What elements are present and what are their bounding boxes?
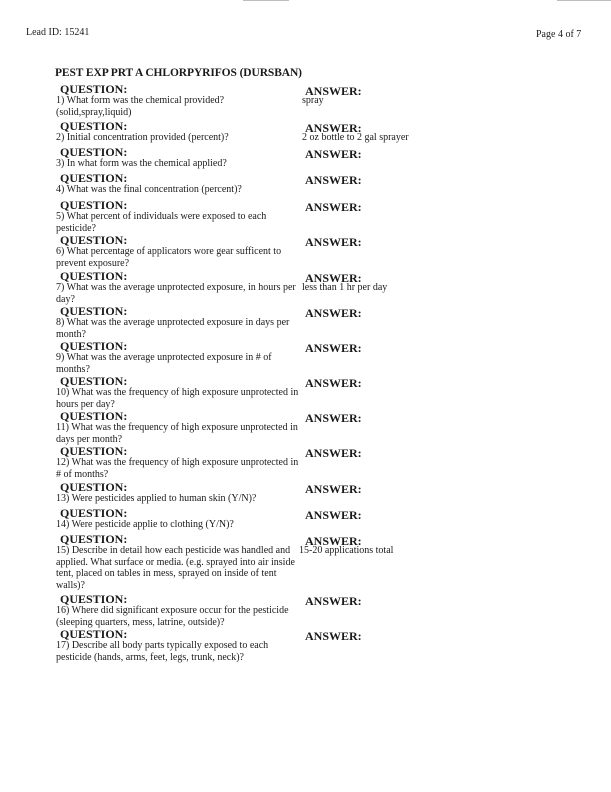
question-label: QUESTION: [60,480,128,494]
answer-label: ANSWER: [305,121,362,135]
question-label: QUESTION: [60,374,128,388]
answer-label: ANSWER: [305,84,362,98]
answer-label: ANSWER: [305,534,362,548]
answer-label: ANSWER: [305,173,362,187]
question-text: 11) What was the frequency of high exposure unprotected in days per month? [56,422,298,445]
answer-label: ANSWER: [305,594,362,608]
answer-label: ANSWER: [305,629,362,643]
question-label: QUESTION: [60,171,128,185]
question-label: QUESTION: [60,233,128,247]
question-label: QUESTION: [60,145,128,159]
question-label: QUESTION: [60,119,128,133]
answer-label: ANSWER: [305,411,362,425]
question-label: QUESTION: [60,269,128,283]
answer-text: spray [302,95,324,106]
question-text: 5) What percent of individuals were exposed to each pesticide? [56,211,267,234]
question-text: 7) What was the average unprotected exposure, in hours per day? [56,282,296,305]
answer-label: ANSWER: [305,508,362,522]
answer-label: ANSWER: [305,147,362,161]
answer-text: less than 1 hr per day [302,282,388,293]
answer-label: ANSWER: [305,341,362,355]
answer-label: ANSWER: [305,482,362,496]
answer-label: ANSWER: [305,200,362,214]
answer-text: 2 oz bottle to 2 gal sprayer [302,132,409,143]
scan-artifact-line [243,0,289,1]
question-label: QUESTION: [60,304,128,318]
answer-label: ANSWER: [305,306,362,320]
form-title: PEST EXP PRT A CHLORPYRIFOS (DURSBAN) [55,67,302,79]
question-text: 2) Initial concentration provided (percent)? [56,132,229,143]
question-text: 10) What was the frequency of high exposure unprotected in hours per day? [56,387,299,410]
question-text: 12) What was the frequency of high exposure unprotected in # of months? [56,457,299,480]
answer-label: ANSWER: [305,235,362,249]
question-label: QUESTION: [60,198,128,212]
question-text: 8) What was the average unprotected exposure in days per month? [56,317,290,340]
question-label: QUESTION: [60,409,128,423]
question-text: 6) What percentage of applicators wore gear sufficent to prevent exposure? [56,246,282,269]
question-text: 3) In what form was the chemical applied? [56,158,227,169]
answer-text: 15-20 applications total [299,545,394,556]
question-text: 9) What was the average unprotected exposure in # of months? [56,352,272,375]
answer-label: ANSWER: [305,446,362,460]
question-text: 14) Were pesticide applie to clothing (Y/N)? [56,519,234,530]
question-text: 16) Where did significant exposure occur for the pesticide (sleeping quarters, mess, latrine, outside)? [56,605,289,628]
answer-label: ANSWER: [305,271,362,285]
question-text: 1) What form was the chemical provided?(solid,spray,liquid) [56,95,225,118]
question-label: QUESTION: [60,339,128,353]
answer-label: ANSWER: [305,376,362,390]
question-label: QUESTION: [60,444,128,458]
question-label: QUESTION: [60,532,128,546]
question-label: QUESTION: [60,592,128,606]
question-text: 17) Describe all body parts typically exposed to each pesticide (hands, arms, feet, legs, trunk, neck)? [56,640,269,663]
question-label: QUESTION: [60,506,128,520]
question-text: 13) Were pesticides applied to human skin (Y/N)? [56,493,257,504]
question-label: QUESTION: [60,627,128,641]
scan-artifact-line [557,0,611,1]
question-text: 15) Describe in detail how each pesticide was handled and applied. What surface or media. (e.g. sprayed into air inside tent, placed on tables in mess, sprayed on inside of tent walls)? [56,545,295,591]
question-label: QUESTION: [60,82,128,96]
lead-id: Lead ID: 15241 [26,27,90,38]
question-text: 4) What was the final concentration (percent)? [56,184,242,195]
page-indicator: Page 4 of 7 [536,29,582,40]
